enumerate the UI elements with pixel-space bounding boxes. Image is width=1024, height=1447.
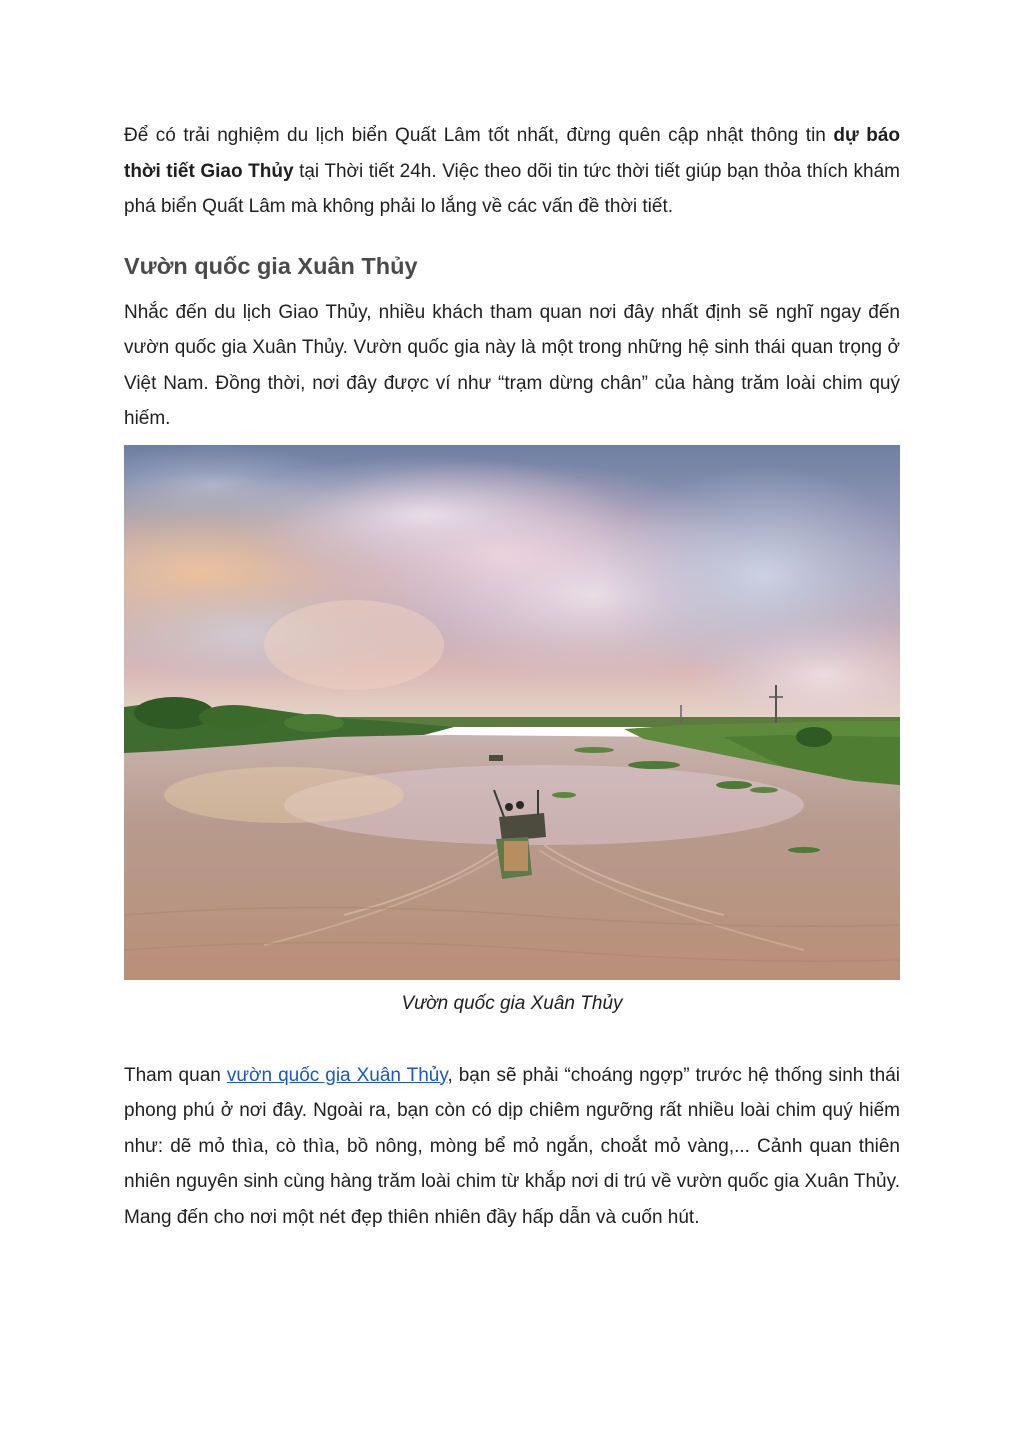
closing-lead-text: Tham quan <box>124 1064 227 1086</box>
intro-paragraph <box>124 118 900 225</box>
closing-paragraph <box>124 1058 900 1236</box>
closing-rest-text: , bạn sẽ phải “choáng ngợp” trước hệ thống sinh thái phong phú ở nơi đây. Ngoài ra, bạn còn có dịp chiêm ngưỡng rất nhiều loài chim quý hiếm như: dẽ mỏ thìa, cò thìa, bồ nông, mòng bể mỏ ngắn, choắt mỏ vàng,... Cảnh quan thiên nhiên nguyên sinh cùng hàng trăm loài chim từ khắp nơi di trú về vườn quốc gia Xuân Thủy. Mang đến cho nơi một nét đẹp thiên nhiên đầy hấp dẫn và cuốn hút. <box>124 1064 900 1228</box>
intro-bold-keyword: dự báo thời tiết Giao Thủy <box>124 125 901 182</box>
photo-caption: Vườn quốc gia Xuân Thủy <box>401 992 623 1014</box>
section-paragraph: Nhắc đến du lịch Giao Thủy, nhiều khách tham quan nơi đây nhất định sẽ nghĩ ngay đến vườn quốc gia Xuân Thủy. Vườn quốc gia này là một trong những hệ sinh thái quan trọng ở Việt Nam. Đồng thời, nơi đây được ví như “trạm dừng chân” của hàng trăm loài chim quý hiếm. <box>124 301 900 429</box>
wetland-river-boat-image <box>124 445 900 980</box>
section-heading: Vườn quốc gia Xuân Thủy <box>124 252 418 279</box>
wetland-photo <box>124 445 900 980</box>
article-body <box>124 118 900 1235</box>
intro-text-end: tại Thời tiết 24h. Việc theo dõi tin tức thời tiết giúp bạn thỏa thích khám phá biển Quất Lâm mà không phải lo lắng về các vấn đề thời tiết. <box>124 160 900 217</box>
national-park-link[interactable]: vườn quốc gia Xuân Thủy <box>226 1064 448 1086</box>
intro-text-start: Để có trải nghiệm du lịch biển Quất Lâm tốt nhất, đừng quên cập nhật thông tin <box>124 125 834 146</box>
